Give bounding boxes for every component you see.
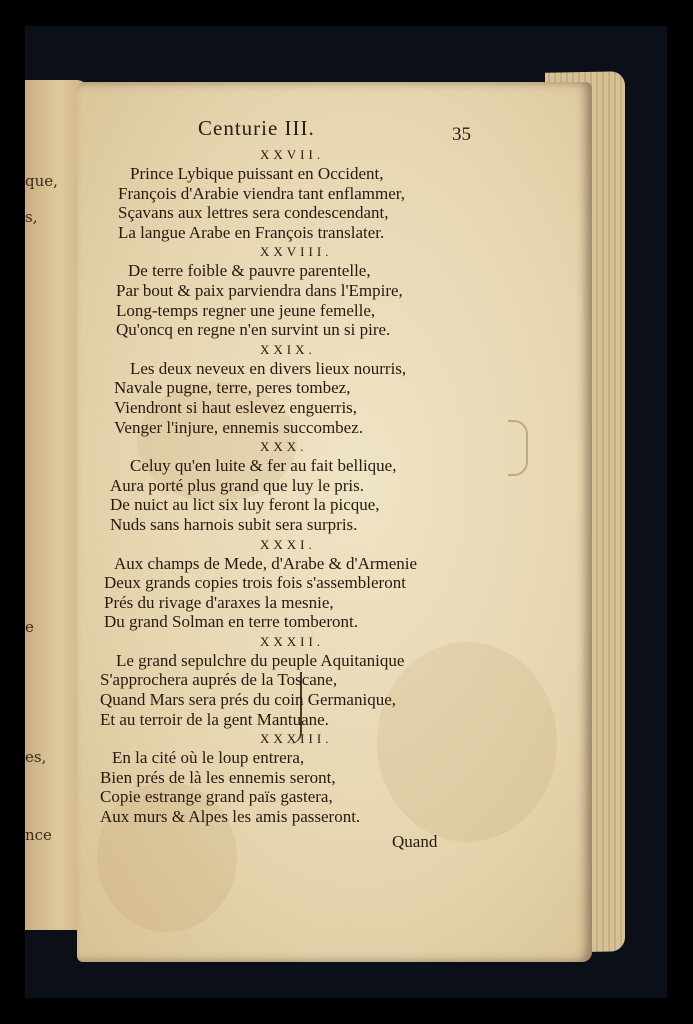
quatrain-number: XXX. <box>260 439 308 455</box>
left-page-text: s, <box>25 208 38 226</box>
verse-line: De terre foible & pauvre parentelle, <box>128 261 371 281</box>
quatrain-number: XXXII. <box>260 633 325 649</box>
verse-line: Qu'oncq en regne n'en survint un si pire. <box>116 320 391 340</box>
verse-line: Deux grands copies trois fois s'assembleront <box>104 573 406 593</box>
verse-line: Le grand sepulchre du peuple Aquitanique <box>116 650 405 670</box>
quatrain-number: XXXIII. <box>260 731 333 747</box>
verse-line: Venger l'injure, ennemis succombez. <box>114 417 364 437</box>
verse-line: Aux murs & Alpes les amis passeront. <box>100 807 361 827</box>
verse-line: Copie estrange grand païs gastera, <box>100 787 333 807</box>
verse-line: De nuict au lict six luy feront la picque, <box>110 495 380 515</box>
page-tear-mark <box>508 420 528 476</box>
page-number: 35 <box>452 124 471 145</box>
verse-line: Par bout & paix parviendra dans l'Empire, <box>116 280 403 300</box>
verse-line: François d'Arabie viendra tant enflammer, <box>118 183 406 203</box>
left-page-text: es, <box>25 748 47 766</box>
running-head: Centurie III. <box>198 116 315 140</box>
verse-line: Et au terroir de la gent Mantuane. <box>100 709 329 729</box>
quatrain <box>100 340 480 437</box>
quatrain <box>100 535 480 632</box>
verse-line: Du grand Solman en terre tomberont. <box>104 612 358 632</box>
left-page-text: que, <box>25 172 58 190</box>
verse-line: Les deux neveux en divers lieux nourris, <box>130 358 407 378</box>
verse-line: Navale pugne, terre, peres tombez, <box>114 378 351 398</box>
quatrain-text-block <box>100 145 480 827</box>
quatrain <box>100 145 480 242</box>
quatrain-number: XXVIII. <box>260 244 333 260</box>
quatrain <box>100 632 480 729</box>
verse-line: Prés du rivage d'araxes la mesnie, <box>104 592 334 612</box>
quatrain <box>100 437 480 534</box>
verse-line: Viendront si haut eslevez enguerris, <box>114 397 358 417</box>
quatrain-number: XXXI. <box>260 536 316 552</box>
left-page-text: e <box>25 618 34 636</box>
verse-line: Bien prés de là les ennemis seront, <box>100 767 336 787</box>
verse-line: Nuds sans harnois subit sera surpris. <box>110 514 358 534</box>
verse-line: La langue Arabe en François translater. <box>118 222 385 242</box>
verse-line: Aux champs de Mede, d'Arabe & d'Armenie <box>114 553 418 573</box>
verse-line: Quand Mars sera prés du coin Germanique, <box>100 690 396 710</box>
quatrain-number: XXVII. <box>260 147 325 162</box>
quatrain <box>100 729 480 826</box>
quatrain-number: XXIX. <box>260 341 316 357</box>
verse-line: Long-temps regner une jeune femelle, <box>116 300 376 320</box>
left-page-text: nce <box>25 826 52 844</box>
catchword: Quand <box>392 832 438 851</box>
verse-line: S'approchera auprés de la Toscane, <box>100 670 338 690</box>
verse-line: Prince Lybique puissant en Occident, <box>130 164 384 183</box>
quatrain <box>100 242 480 339</box>
verse-line: Sçavans aux lettres sera condescendant, <box>118 203 389 223</box>
verse-line: Celuy qu'en luite & fer au fait bellique, <box>130 456 397 476</box>
verse-line: En la cité où le loup entrera, <box>112 748 305 768</box>
verse-line: Aura porté plus grand que luy le pris. <box>110 475 364 495</box>
